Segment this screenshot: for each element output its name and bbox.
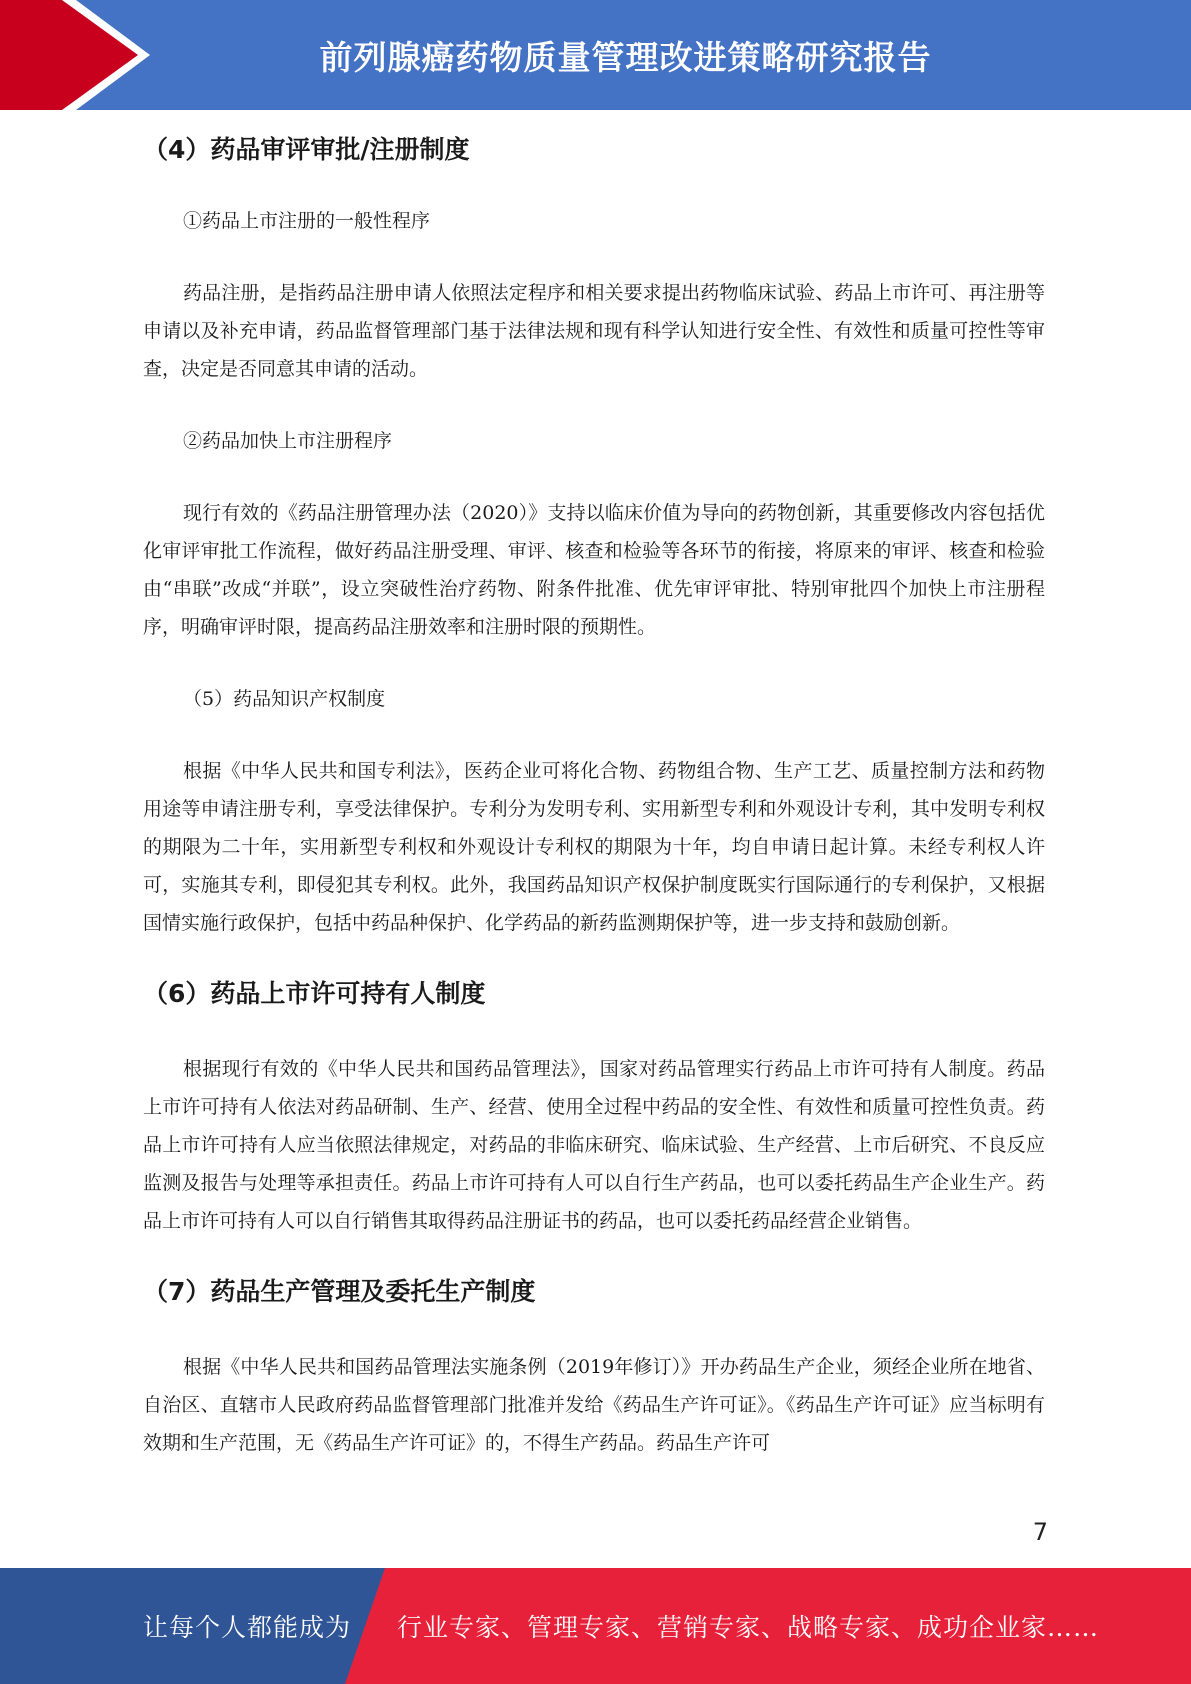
report-title: 前列腺癌药物质量管理改进策略研究报告	[319, 37, 932, 77]
section-heading-4: （4）药品审评审批/注册制度	[143, 135, 470, 164]
footer-slogan-right: 行业专家、管理专家、营销专家、战略专家、成功企业家……	[397, 1613, 1100, 1642]
subheading-accelerated-procedure: ②药品加快上市注册程序	[183, 430, 393, 452]
subheading-general-procedure: ①药品上市注册的一般性程序	[183, 210, 431, 232]
paragraph-registration-definition: 药品注册，是指药品注册申请人依照法定程序和相关要求提出药物临床试验、药品上市许可、再注册等申请以及补充申请，药品监督管理部门基于法律法规和现有科学认知进行安全性、有效性和质量可控性等审查，决定是否同意其申请的活动。	[143, 282, 1045, 380]
page-number: 7	[1032, 1518, 1048, 1546]
header-chevron-decoration	[0, 0, 160, 110]
footer-slogan-left: 让每个人都能成为	[143, 1613, 352, 1642]
paragraph-mah-system: 根据现行有效的《中华人民共和国药品管理法》，国家对药品管理实行药品上市许可持有人制度。药品上市许可持有人依法对药品研制、生产、经营、使用全过程中药品的安全性、有效性和质量可控性负责。药品上市许可持有人应当依照法律规定，对药品的非临床研究、临床试验、生产经营、上市后研究、不良反应监测及报告与处理等承担责任。药品上市许可持有人可以自行生产药品，也可以委托药品生产企业生产。药品上市许可持有人可以自行销售其取得药品注册证书的药品，也可以委托药品经营企业销售。	[143, 1058, 1045, 1232]
paragraph-patent-law: 根据《中华人民共和国专利法》，医药企业可将化合物、药物组合物、生产工艺、质量控制方法和药物用途等申请注册专利，享受法律保护。专利分为发明专利、实用新型专利和外观设计专利，其中发明专利权的期限为二十年，实用新型专利权和外观设计专利权的期限为十年，均自申请日起计算。未经专利权人许可，实施其专利，即侵犯其专利权。此外，我国药品知识产权保护制度既实行国际通行的专利保护，又根据国情实施行政保护，包括中药品种保护、化学药品的新药监测期保护等，进一步支持和鼓励创新。	[143, 760, 1045, 934]
main-content	[143, 128, 1045, 1462]
page-header	[0, 0, 1191, 110]
paragraph-accelerated-registration: 现行有效的《药品注册管理办法（2020）》支持以临床价值为导向的药物创新，其重要修改内容包括优化审评审批工作流程，做好药品注册受理、审评、核查和检验等各环节的衔接，将原来的审评、核查和检验由“串联”改成“并联”，设立突破性治疗药物、附条件批准、优先审评审批、特别审批四个加快上市注册程序，明确审评时限，提高药品注册效率和注册时限的预期性。	[143, 502, 1045, 638]
paragraph-production-management: 根据《中华人民共和国药品管理法实施条例（2019年修订）》开办药品生产企业，须经企业所在地省、自治区、直辖市人民政府药品监督管理部门批准并发给《药品生产许可证》。《药品生产许可证》应当标明有效期和生产范围，无《药品生产许可证》的，不得生产药品。药品生产许可	[143, 1356, 1045, 1454]
section-heading-6: （6）药品上市许可持有人制度	[143, 979, 486, 1008]
section-heading-7: （7）药品生产管理及委托生产制度	[143, 1277, 536, 1306]
page-footer	[0, 1568, 1191, 1684]
section-heading-5: （5）药品知识产权制度	[183, 688, 386, 710]
